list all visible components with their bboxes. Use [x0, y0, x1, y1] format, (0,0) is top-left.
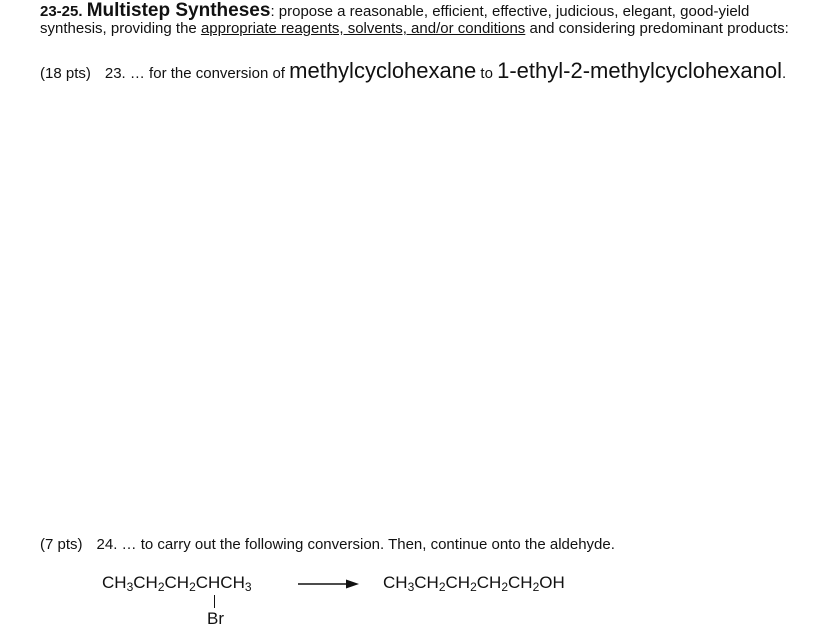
intro-text-1: : propose a reasonable, efficient, effective, judicious, elegant, good-yield [270, 3, 750, 20]
section-number: 23-25. [40, 3, 83, 20]
bromine-substituent: Br [207, 609, 224, 628]
q23-number: 23. [104, 65, 126, 82]
product-formula: $CH_3CH_2CH_2CH_2CH_2OH$ [383, 573, 565, 594]
reactant-formula: $CH_3CH_2CH_2CHCH_3$ [102, 573, 252, 594]
bond-line [214, 595, 215, 608]
section-title: Multistep Syntheses [86, 0, 271, 21]
q23-target-compound: 1-ethyl-2-methylcyclohexanol [497, 58, 783, 83]
q23-text: … for the conversion of [129, 65, 285, 82]
intro-text-3: and considering predominant products: [529, 20, 789, 37]
q23-start-compound: methylcyclohexane [289, 58, 477, 83]
q24-points: (7 pts) [40, 536, 83, 553]
section-heading [40, 0, 749, 22]
question-24 [40, 536, 615, 553]
q24-number: 24. [96, 536, 118, 553]
question-23 [40, 58, 786, 84]
reaction-arrow-icon [298, 578, 360, 590]
q23-to: to [480, 65, 493, 82]
q23-points: (18 pts) [40, 65, 91, 82]
q24-text: … to carry out the following conversion. Then, continue onto the aldehyde. [121, 536, 615, 553]
q23-period: . [782, 65, 787, 82]
intro-underlined: appropriate reagents, solvents, and/or conditions [200, 20, 526, 37]
section-intro-line2 [40, 20, 789, 37]
intro-text-2: synthesis, providing the [40, 20, 197, 37]
